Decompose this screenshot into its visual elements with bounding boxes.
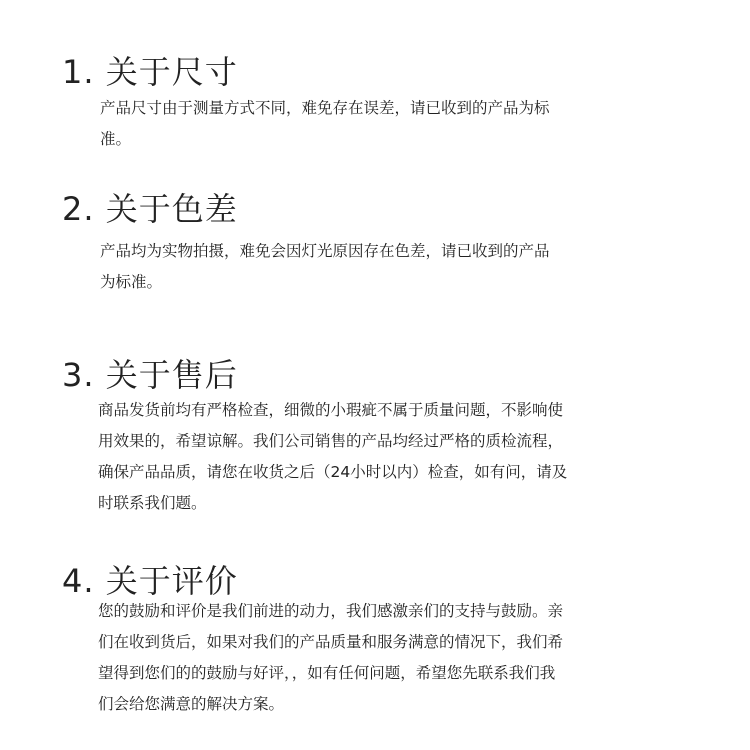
body-line: 产品均为实物拍摄，难免会因灯光原因存在色差，请已收到的产品 bbox=[100, 242, 550, 260]
section-body-reviews bbox=[98, 596, 613, 720]
section-title-after-sales: 3. 关于售后 bbox=[62, 356, 238, 394]
body-line: 准。 bbox=[100, 130, 132, 148]
body-line: 您的鼓励和评价是我们前进的动力，我们感激亲们的支持与鼓励。亲 bbox=[98, 602, 564, 620]
section-title-color-difference: 2. 关于色差 bbox=[62, 190, 238, 228]
section-title-reviews: 4. 关于评价 bbox=[62, 562, 238, 600]
section-body-after-sales bbox=[98, 395, 613, 519]
body-line: 确保产品品质，请您在收货之后（24小时以内）检查，如有问，请及 bbox=[98, 463, 568, 481]
section-body-size bbox=[100, 93, 610, 155]
body-line: 们在收到货后，如果对我们的产品质量和服务满意的情况下，我们希 bbox=[98, 633, 564, 651]
body-line: 商品发货前均有严格检查，细微的小瑕疵不属于质量问题，不影响使 bbox=[98, 401, 564, 419]
section-body-color-difference bbox=[100, 236, 610, 298]
body-line: 为标准。 bbox=[100, 273, 163, 291]
body-line: 时联系我们题。 bbox=[98, 494, 207, 512]
body-line: 望得到您们的的鼓励与好评，，如有任何问题，希望您先联系我们我 bbox=[98, 664, 556, 682]
section-title-size: 1. 关于尺寸 bbox=[62, 53, 238, 91]
body-line: 们会给您满意的解决方案。 bbox=[98, 695, 285, 713]
body-line: 产品尺寸由于测量方式不同，难免存在误差，请已收到的产品为标 bbox=[100, 99, 550, 117]
body-line: 用效果的，希望谅解。我们公司销售的产品均经过严格的质检流程， bbox=[98, 432, 564, 450]
